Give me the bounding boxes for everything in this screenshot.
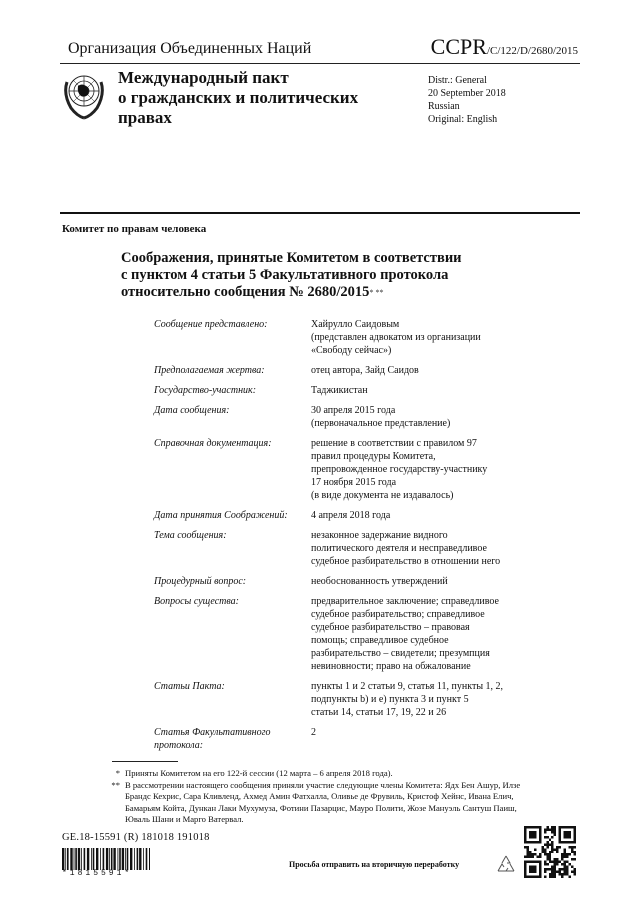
metadata-label: Процедурный вопрос: — [154, 576, 247, 587]
metadata-label: Предполагаемая жертва: — [154, 365, 265, 376]
metadata-value — [311, 509, 534, 522]
footnote-rule — [112, 761, 178, 762]
metadata-value-line: политического деятеля и несправедливое — [311, 543, 487, 554]
metadata-value-line: Таджикистан — [311, 385, 368, 396]
metadata-value-line: статьи 14, статьи 17, 19, 22 и 26 — [311, 707, 447, 718]
metadata-value-line: (представлен адвокатом из организации — [311, 332, 481, 343]
metadata-table — [154, 318, 534, 759]
barcode-icon — [62, 848, 150, 870]
metadata-row — [154, 726, 534, 752]
metadata-value-line: правил процедуры Комитета, — [311, 451, 436, 462]
metadata-value — [311, 575, 534, 588]
views-title — [121, 250, 541, 301]
section-rule — [60, 212, 580, 214]
metadata-value-line: судебное разбирательство; справедливое — [311, 609, 485, 620]
metadata-value-line: предварительное заключение; справедливое — [311, 596, 499, 607]
covenant-title-line: о гражданских и политических — [118, 88, 359, 107]
covenant-title — [118, 68, 398, 128]
metadata-value — [311, 595, 534, 673]
metadata-value-line: 4 апреля 2018 года — [311, 510, 391, 521]
distribution-info — [428, 74, 506, 126]
document-symbol — [431, 34, 578, 60]
metadata-label: Справочная документация: — [154, 438, 272, 449]
metadata-label: Статья Факультативного протокола: — [154, 727, 271, 751]
metadata-value-line: 17 ноября 2015 года — [311, 477, 397, 488]
un-emblem-icon — [62, 68, 106, 120]
recycle-icon — [495, 854, 517, 876]
footnotes — [100, 768, 540, 826]
metadata-label: Вопросы существа: — [154, 596, 239, 607]
metadata-value — [311, 437, 534, 502]
footnote-text: Приняты Комитетом на его 122-й сессии (12 марта – 6 апреля 2018 года). — [125, 768, 393, 778]
metadata-label: Дата принятия Соображений: — [154, 510, 288, 521]
metadata-value — [311, 384, 534, 397]
metadata-value — [311, 404, 534, 430]
covenant-title-line: Международный пакт — [118, 68, 289, 87]
distr-language: Russian — [428, 101, 460, 112]
barcode-text: *1815591* — [62, 869, 133, 878]
metadata-value-line: судебное разбирательство – правовая — [311, 622, 470, 633]
metadata-value-line: (в виде документа не издавалось) — [311, 490, 454, 501]
metadata-value — [311, 726, 534, 752]
metadata-value-line: помощь; справедливое судебное — [311, 635, 449, 646]
metadata-label: Государство-участник: — [154, 385, 257, 396]
metadata-value-line: Хайрулло Саидовым — [311, 319, 400, 330]
metadata-value-line: незаконное задержание видного — [311, 530, 448, 541]
distr-line: Distr.: General — [428, 75, 487, 86]
committee-name: Комитет по правам человека — [62, 223, 207, 235]
organization-name: Организация Объединенных Наций — [68, 40, 312, 57]
header-rule — [60, 63, 580, 64]
metadata-value — [311, 364, 534, 377]
metadata-row — [154, 437, 534, 502]
metadata-label: Сообщение представлено: — [154, 319, 268, 330]
distr-date: 20 September 2018 — [428, 88, 506, 99]
qr-code-icon — [524, 826, 576, 878]
metadata-value — [311, 680, 534, 719]
recycle-text: Просьба отправить на вторичную переработку — [289, 860, 460, 869]
symbol-suffix: /C/122/D/2680/2015 — [486, 45, 578, 57]
metadata-row — [154, 318, 534, 357]
footnote-mark: * — [115, 768, 120, 778]
metadata-row — [154, 404, 534, 430]
footnote-refs[interactable]: * ** — [369, 288, 384, 297]
metadata-row — [154, 680, 534, 719]
metadata-label: Дата сообщения: — [154, 405, 230, 416]
metadata-value-line: судебное разбирательство в отношении него — [311, 556, 501, 567]
views-title-line: относительно сообщения № 2680/2015 — [121, 284, 370, 300]
metadata-value-line: «Свободу сейчас») — [311, 345, 392, 356]
job-number: GE.18-15591 (R) 181018 191018 — [62, 832, 210, 843]
distr-original: Original: English — [428, 114, 498, 125]
views-title-line: Соображения, принятые Комитетом в соответствии — [121, 250, 462, 266]
metadata-value — [311, 318, 534, 357]
metadata-row — [154, 529, 534, 568]
metadata-value-line: 2 — [311, 727, 316, 738]
footnote-text: В рассмотрении настоящего сообщения приняли участие следующие члены Комитета: Ядх Бен Ашур, Илзе Брандс Кехрис, Сара Кливленд, Ахмед Амин Фатхалла, Оливье де Фрувиль, Кристоф Хейнс, Ивана Елич, Бамарьям Койта, Дункан Лаки Мухумуза, Фотини Пазарцис, Мауро Полити, Жозе Мануэль Сантуш Паиш, Юваль Шани и Марго Ватервал. — [125, 779, 521, 824]
metadata-row — [154, 595, 534, 673]
metadata-label: Статьи Пакта: — [154, 681, 225, 692]
symbol-main: CCPR — [430, 34, 487, 59]
metadata-row — [154, 364, 534, 377]
views-title-line: с пунктом 4 статьи 5 Факультативного протокола — [121, 267, 449, 283]
metadata-value-line: препровожденное государству-участнику — [311, 464, 488, 475]
metadata-value-line: отец автора, Зайд Саидов — [311, 365, 419, 376]
metadata-value-line: невиновности; право на обжалование — [311, 661, 471, 672]
metadata-row — [154, 384, 534, 397]
metadata-value — [311, 529, 534, 568]
metadata-value-line: 30 апреля 2015 года — [311, 405, 396, 416]
metadata-value-line: необоснованность утверждений — [311, 576, 448, 587]
covenant-title-line: правах — [118, 108, 172, 127]
metadata-value-line: решение в соответствии с правилом 97 — [311, 438, 477, 449]
metadata-value-line: пункты 1 и 2 статьи 9, статья 11, пункты 1, 2, — [311, 681, 504, 692]
metadata-value-line: подпункты b) и e) пункта 3 и пункт 5 — [311, 694, 469, 705]
metadata-value-line: разбирательство – свидетели; презумпция — [311, 648, 490, 659]
metadata-row — [154, 575, 534, 588]
footnote — [100, 768, 540, 780]
footnote — [100, 780, 540, 826]
footnote-mark: ** — [111, 779, 120, 790]
metadata-value-line: (первоначальное представление) — [311, 418, 451, 429]
metadata-label: Тема сообщения: — [154, 530, 227, 541]
metadata-row — [154, 509, 534, 522]
